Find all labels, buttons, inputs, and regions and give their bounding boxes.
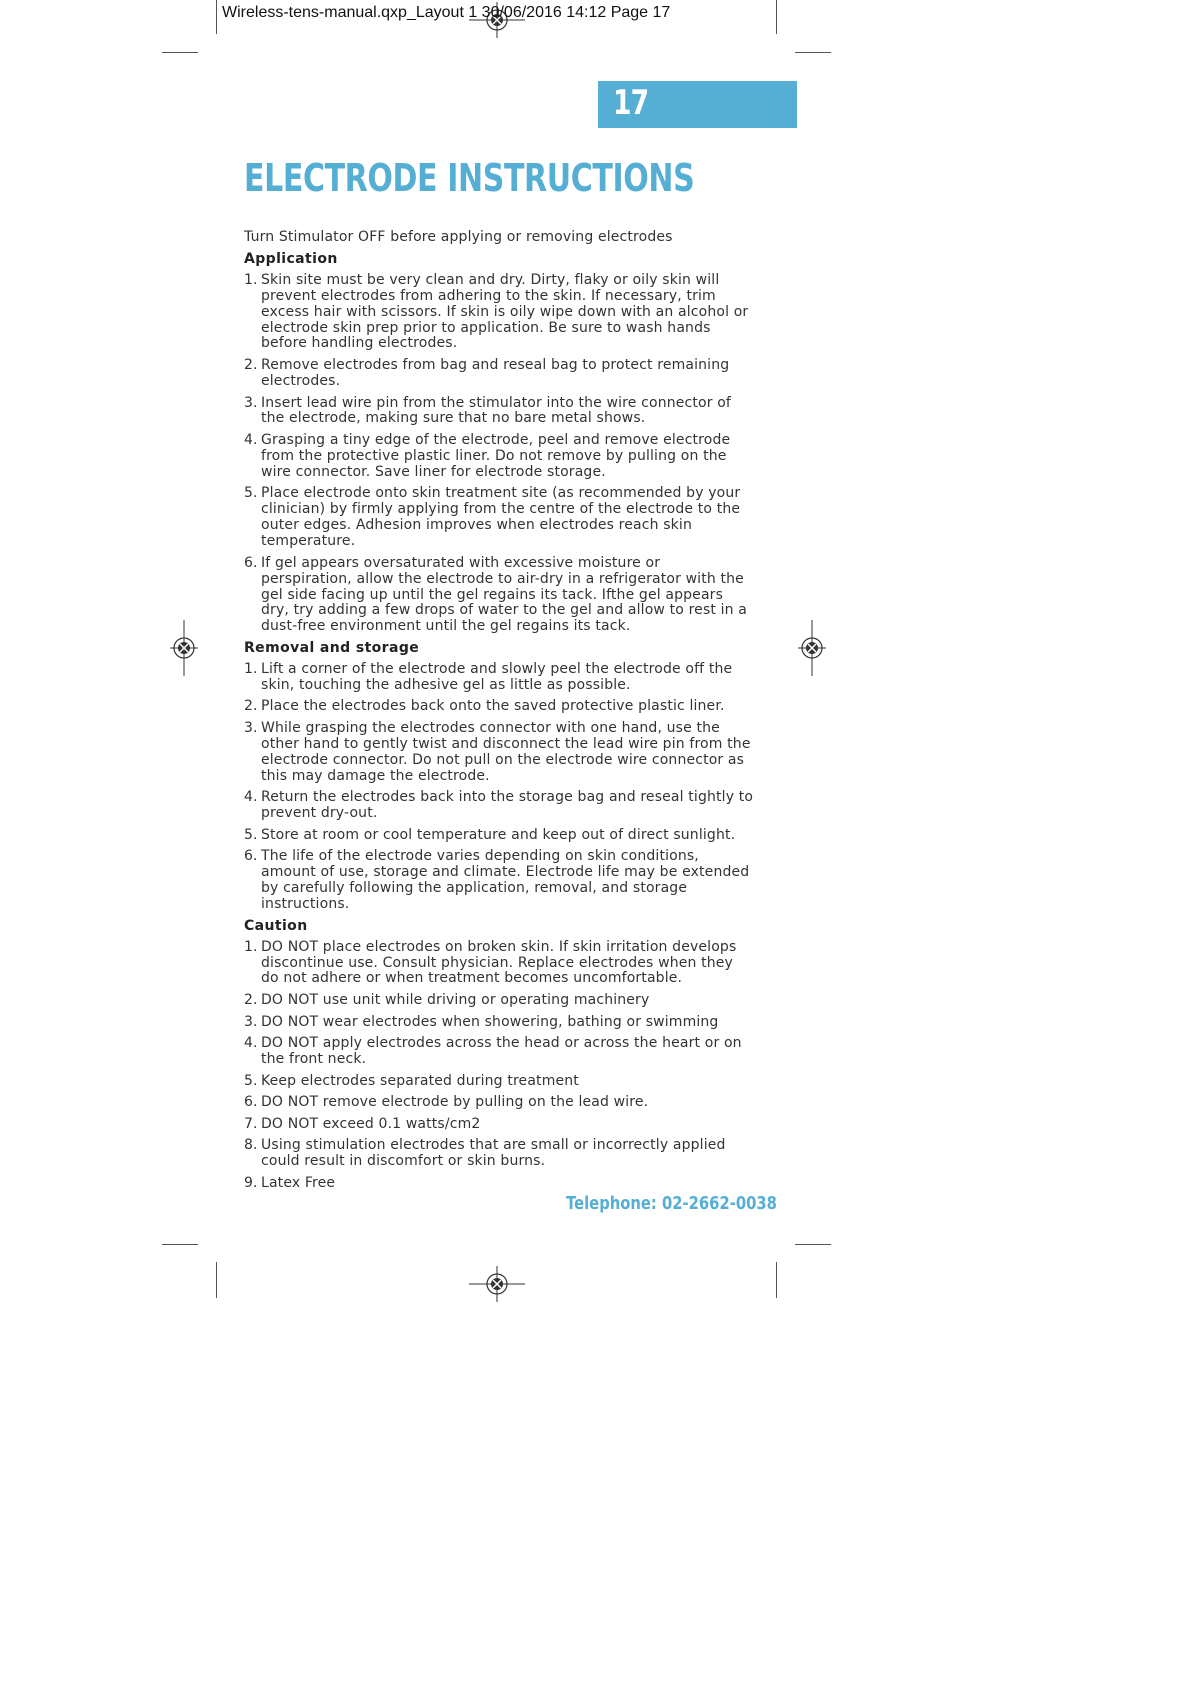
list-item xyxy=(244,790,754,822)
item-number: 3. xyxy=(244,719,258,736)
application-list xyxy=(244,273,754,635)
instructions-body xyxy=(244,230,754,1198)
item-number: 2. xyxy=(244,698,258,715)
page-title: ELECTRODE INSTRUCTIONS xyxy=(244,156,695,200)
item-text: Place the electrodes back onto the saved protective plastic liner. xyxy=(261,698,725,715)
section-heading-removal: Removal and storage xyxy=(244,639,420,656)
item-number: 1. xyxy=(244,271,258,288)
list-item xyxy=(244,1074,754,1090)
list-item xyxy=(244,993,754,1009)
list-item xyxy=(244,699,754,715)
crop-mark xyxy=(162,1244,198,1245)
item-text: Insert lead wire pin from the stimulator into the wire connector of the electrode, making sure that no bare metal shows. xyxy=(261,394,732,427)
item-text: The life of the electrode varies depending on skin conditions, amount of use, storage and climate. Electrode life may be extended by carefully following the application, removal, and storage instructions. xyxy=(261,848,750,913)
item-number: 6. xyxy=(244,1094,258,1111)
item-text: Using stimulation electrodes that are small or incorrectly applied could result in discomfort or skin burns. xyxy=(261,1137,726,1170)
list-item xyxy=(244,828,754,844)
item-text: Store at room or cool temperature and keep out of direct sunlight. xyxy=(261,826,736,843)
item-text: Lift a corner of the electrode and slowly peel the electrode off the skin, touching the adhesive gel as little as possible. xyxy=(261,660,733,693)
item-text: Remove electrodes from bag and reseal bag to protect remaining electrodes. xyxy=(261,357,730,389)
list-item xyxy=(244,1095,754,1111)
item-number: 3. xyxy=(244,1013,258,1030)
list-item xyxy=(244,1138,754,1170)
item-number: 6. xyxy=(244,554,258,571)
item-text: Latex Free xyxy=(261,1174,336,1191)
item-number: 1. xyxy=(244,938,258,955)
item-number: 5. xyxy=(244,485,258,502)
item-number: 7. xyxy=(244,1115,258,1132)
intro-text: Turn Stimulator OFF before applying or removing electrodes xyxy=(244,229,673,245)
item-number: 5. xyxy=(244,826,258,843)
registration-mark-icon xyxy=(170,620,198,676)
crop-mark xyxy=(795,1244,831,1245)
item-text: DO NOT use unit while driving or operating machinery xyxy=(261,992,650,1008)
item-text: Skin site must be very clean and dry. Dirty, flaky or oily skin will prevent electrodes from adhering to the skin. If necessary, trim excess hair with scissors. If skin is oily wipe down with an alcohol or electrode skin prep prior to application. Be sure to wash hands before handling electrodes. xyxy=(261,271,749,352)
item-text: Place electrode onto skin treatment site (as recommended by your clinician) by firmly applying from the centre of the electrode to the outer edges. Adhesion improves when electrodes reach skin temperature. xyxy=(261,485,741,550)
crop-mark xyxy=(162,52,198,53)
item-text: DO NOT exceed 0.1 watts/cm2 xyxy=(261,1115,481,1132)
item-number: 1. xyxy=(244,660,258,677)
crop-mark xyxy=(795,52,831,53)
item-number: 3. xyxy=(244,394,258,411)
list-item xyxy=(244,273,754,353)
item-number: 8. xyxy=(244,1137,258,1154)
list-item xyxy=(244,940,754,988)
item-number: 4. xyxy=(244,432,258,449)
registration-mark-icon xyxy=(798,620,826,676)
list-item xyxy=(244,358,754,390)
page-number-tab xyxy=(598,81,797,128)
crop-mark xyxy=(216,0,217,34)
item-text: DO NOT apply electrodes across the head or across the heart or on the front neck. xyxy=(261,1035,742,1068)
item-number: 4. xyxy=(244,1035,258,1052)
telephone-number: Telephone: 02-2662-0038 xyxy=(566,1193,777,1214)
item-text: DO NOT place electrodes on broken skin. If skin irritation develops discontinue use. Consult physician. Replace electrodes when they do not adhere or when treatment becomes uncomfortable. xyxy=(261,938,737,987)
item-number: 9. xyxy=(244,1174,258,1191)
list-item xyxy=(244,849,754,913)
list-item xyxy=(244,1117,754,1133)
list-item xyxy=(244,433,754,481)
list-item xyxy=(244,396,754,428)
list-item xyxy=(244,1176,754,1192)
item-number: 2. xyxy=(244,992,258,1008)
registration-mark-icon xyxy=(469,1266,525,1302)
item-text: Keep electrodes separated during treatment xyxy=(261,1072,579,1089)
section-heading-caution: Caution xyxy=(244,917,308,934)
section-heading-application: Application xyxy=(244,250,338,267)
list-item xyxy=(244,556,754,636)
item-number: 5. xyxy=(244,1072,258,1089)
page-number: 17 xyxy=(613,83,649,123)
crop-mark xyxy=(776,1262,777,1298)
item-text: Return the electrodes back into the storage bag and reseal tightly to prevent dry-out. xyxy=(261,789,754,822)
item-text: While grasping the electrodes connector with one hand, use the other hand to gently twist and disconnect the lead wire pin from the electrode connector. Do not pull on the electrode wire connector as this may damage the electrode. xyxy=(261,719,751,784)
item-text: If gel appears oversaturated with excessive moisture or perspiration, allow the electrode to air-dry in a refrigerator with the gel side facing up until the gel regains its tack. Ifthe gel appears dry, try adding a few drops of water to the gel and allow to rest in a dust-free environment until the gel regains its tack. xyxy=(261,554,748,635)
crop-mark xyxy=(776,0,777,34)
item-number: 6. xyxy=(244,848,258,865)
removal-list xyxy=(244,662,754,913)
item-number: 4. xyxy=(244,789,258,806)
caution-list xyxy=(244,940,754,1192)
crop-mark xyxy=(216,1262,217,1298)
list-item xyxy=(244,721,754,785)
item-text: Grasping a tiny edge of the electrode, peel and remove electrode from the protective plastic liner. Do not remove by pulling on the wire connector. Save liner for electrode storage. xyxy=(261,432,731,480)
print-slug: Wireless-tens-manual.qxp_Layout 1 30/06/2016 14:12 Page 17 xyxy=(222,4,671,21)
list-item xyxy=(244,486,754,550)
item-text: DO NOT remove electrode by pulling on the lead wire. xyxy=(261,1094,649,1111)
list-item xyxy=(244,662,754,694)
item-text: DO NOT wear electrodes when showering, bathing or swimming xyxy=(261,1013,719,1030)
list-item xyxy=(244,1015,754,1031)
item-number: 2. xyxy=(244,357,258,374)
list-item xyxy=(244,1036,754,1068)
